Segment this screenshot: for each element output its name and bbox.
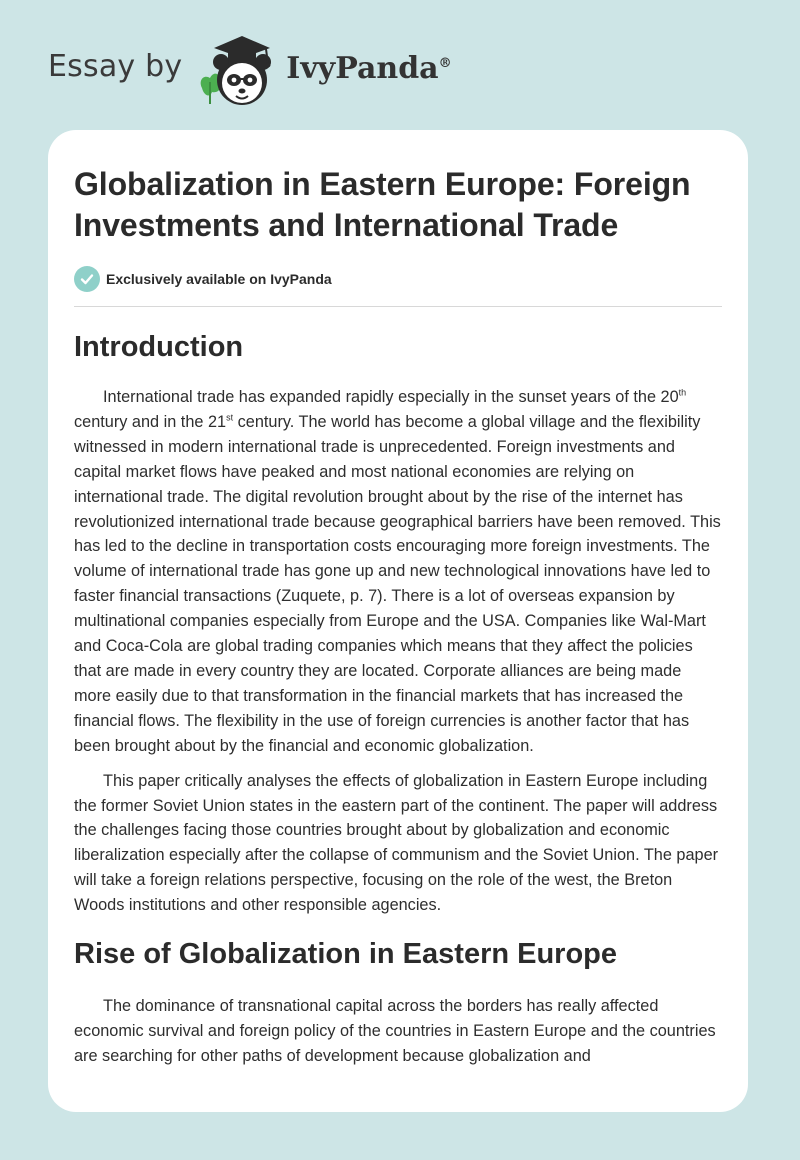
paragraph-intro-2: This paper critically analyses the effects of globalization in Eastern Europe including the former Soviet Union states in the eastern part of the continent. The paper will address the challenges facing those countries brought about by globalization and economic liberalization especially after the collapse of communism and the Soviet Union. The paper will take a foreign relations perspective, focusing on the role of the west, the Breton Woods institutions and other responsible agencies.: [74, 771, 719, 915]
superscript-st: st: [226, 412, 234, 423]
intro-1-text-c: century. The world has become a global village and the flexibility witnessed in modern international trade is unprecedented. Foreign investments and capital market flows have peaked and most national economies are relying on international trade. The digital revolution brought about by the rise of the internet has revolutionized international trade because geographical barriers have been removed. This has led to the decline in transportation costs encouraging more foreign investments. The volume of international trade has gone up and new technological innovations have led to faster financial transactions (Zuquete, p. 7). There is a lot of overseas expansion by multinational companies especially from Europe and the USA. Companies like Wal-Mart and Coca-Cola are global trading companies which means that they affect the policies that are made in every country they are located. Corporate alliances are being made more easily due to that transformation in the financial markets that has increased the financial flows. The flexibility in the use of foreign currencies is another factor that has been brought about by the financial and economic globalization.: [74, 412, 721, 755]
intro-1-text-b: century and in the 21: [74, 412, 227, 431]
brand-header[interactable]: [48, 30, 452, 110]
article-card: [48, 130, 748, 1112]
exclusive-badge-text: Exclusively available on IvyPanda: [106, 271, 332, 287]
section-heading-introduction: Introduction: [74, 331, 244, 363]
article-title: Globalization in Eastern Europe: Foreign Investments and International Trade: [74, 166, 691, 243]
intro-1-text-a: International trade has expanded rapidly especially in the sunset years of the 20: [103, 388, 679, 406]
brand-prefix: Essay by: [48, 48, 183, 84]
panda-graduate-icon: [196, 30, 282, 110]
superscript-th: th: [678, 387, 687, 398]
brand-name-text: IvyPanda: [286, 50, 439, 86]
registered-mark: ®: [438, 55, 452, 71]
brand-name: [286, 51, 451, 86]
check-circle-icon: [74, 266, 100, 292]
paragraph-rise-1: The dominance of transnational capital across the borders has really affected economic survival and foreign policy of the countries in Eastern Europe and the countries are searching for other paths of development because globalization and: [74, 997, 716, 1065]
section-heading-rise-of-globalization: Rise of Globalization in Eastern Europe: [74, 938, 618, 971]
paragraph-intro-1: [74, 385, 722, 759]
exclusive-badge: [74, 266, 722, 307]
